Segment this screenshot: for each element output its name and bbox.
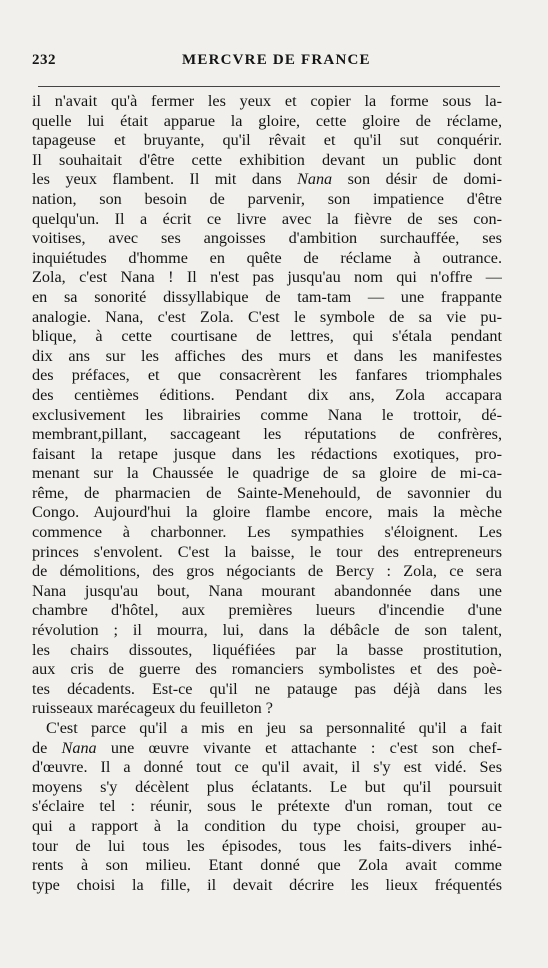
text-line: de démolitions, des gros négociants de Bercy : Zola, ce sera [32, 562, 502, 581]
text-line: Il souhaitait d'être cette exhibition devant un public dont [32, 150, 502, 169]
text-line: inquiétudes d'homme en quête de réclame à outrance. [32, 248, 502, 267]
text-line: voitises, avec ses angoisses d'ambition surchauffée, ses [32, 229, 502, 248]
text-line: tour de lui tous les épisodes, tous les faits-divers inhé- [32, 836, 502, 855]
text-line: exclusivement les librairies comme Nana le trottoir, dé- [32, 405, 502, 424]
text-line: quelle lui était apparue la gloire, cette gloire de réclame, [32, 111, 502, 130]
text-line: il n'avait qu'à fermer les yeux et copier la forme sous la- [32, 92, 502, 110]
text-line: aux cris de guerre des romanciers symbolistes et des poè- [32, 660, 502, 679]
text-line: dix ans sur les affiches des murs et dans les manifestes [32, 346, 502, 365]
text-line: d'œuvre. Il a donné tout ce qu'il avait, il s'y est vidé. Ses [32, 758, 502, 777]
text-line: qui a rapport à la condition du type choisi, grouper au- [32, 816, 502, 835]
text-line: faisant la retape jusque dans les rédactions exotiques, pro- [32, 444, 502, 463]
text-line: rême, de pharmacien de Sainte-Menehould, de savonnier du [32, 483, 502, 502]
body-text [32, 92, 502, 895]
text-line: les chairs dissoutes, liquéfiées par la basse prostitution, [32, 640, 502, 659]
text-line: commence à charbonner. Les sympathies s'éloignent. Les [32, 523, 502, 542]
header-rule [38, 86, 500, 87]
paragraph-end-line: ruisseaux marécageux du feuilleton ? [32, 699, 273, 718]
text-line: des centièmes éditions. Pendant dix ans, Zola accapara [32, 385, 502, 404]
text-line: Zola, c'est Nana ! Il n'est pas jusqu'au nom qui n'offre — [32, 268, 502, 287]
text-line: s'éclaire tel : réunir, sous le prétexte d'un roman, tout ce [32, 797, 502, 816]
page-header [32, 52, 498, 76]
page-number: 232 [32, 52, 56, 68]
text-line: rents à son milieu. Etant donné que Zola avait comme [32, 856, 502, 875]
running-title: MERCVRE DE FRANCE [182, 52, 371, 68]
text-line: type choisi la fille, il devait décrire les lieux fréquentés [32, 875, 502, 894]
text-line: moyens s'y décèlent plus éclatants. Le but qu'il poursuit [32, 777, 502, 796]
text-line: tes décadents. Est-ce qu'il ne patauge pas déjà dans les [32, 679, 502, 698]
text-line: analogie. Nana, c'est Zola. C'est le symbole de sa vie pu- [32, 307, 502, 326]
text-line: menant sur la Chaussée le quadrige de sa gloire de mi-ca- [32, 464, 502, 483]
paragraph-start-line: C'est parce qu'il a mis en jeu sa personnalité qu'il a fait [46, 719, 502, 737]
text-line: en sa sonorité dissyllabique de tam-tam — une frappante [32, 287, 502, 306]
text-line: blique, à cette courtisane de lettres, qui s'étala pendant [32, 327, 502, 346]
text-line: des préfaces, et que consacrèrent les fanfares triomphales [32, 366, 502, 385]
text-line: tapageuse et bruyante, qu'il rêvait et qu'il sut conquérir. [32, 131, 502, 150]
text-line: Nana jusqu'au bout, Nana mourant abandonnée dans une [32, 581, 502, 600]
text-line: chambre d'hôtel, aux premières lueurs d'incendie d'une [32, 601, 502, 620]
text-line: les yeux flambent. Il mit dans Nana son désir de domi- [32, 170, 502, 189]
text-line: Congo. Aujourd'hui la gloire flambe encore, mais la mèche [32, 503, 502, 522]
text-line: de Nana une œuvre vivante et attachante : c'est son chef- [32, 738, 502, 757]
text-line: membrant,pillant, saccageant les réputations de confrères, [32, 425, 502, 444]
text-line: princes s'envolent. C'est la baisse, le tour des entrepreneurs [32, 542, 502, 561]
text-line: nation, son besoin de parvenir, son impatience d'être [32, 189, 502, 208]
text-line: quelqu'un. Il a écrit ce livre avec la fièvre de ses con- [32, 209, 502, 228]
text-line: révolution ; il mourra, lui, dans la débâcle de son talent, [32, 621, 502, 640]
